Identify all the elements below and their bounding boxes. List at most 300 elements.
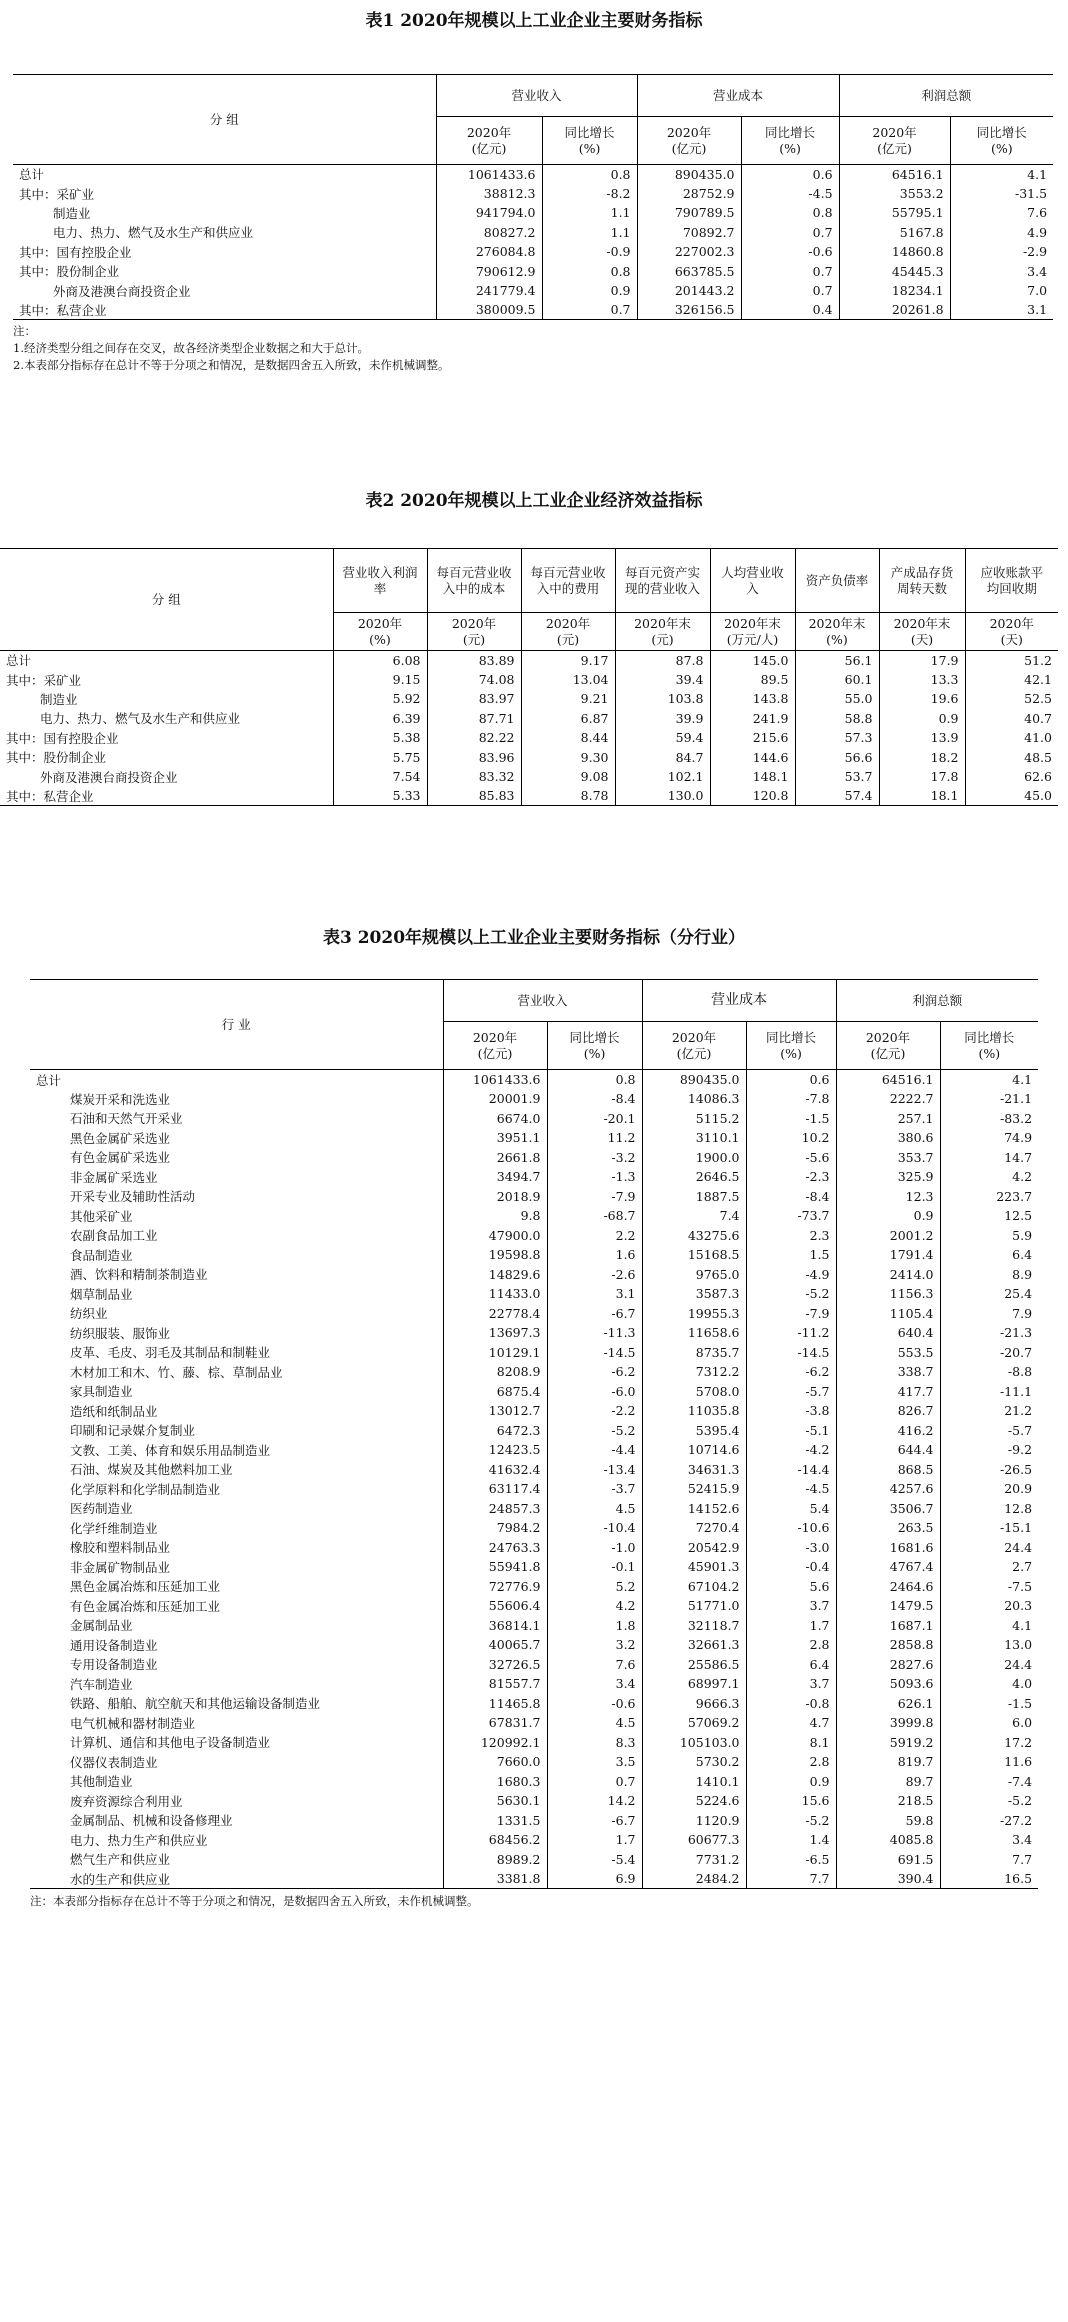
row-label: 化学原料和化学制品制造业	[70, 1481, 221, 1497]
row-value: 6.08	[333, 651, 427, 670]
table-row	[30, 1538, 1038, 1558]
table-row	[0, 767, 1058, 786]
table-row	[30, 1421, 1038, 1441]
row-value: 143.8	[710, 689, 795, 708]
row-value: 223.7	[940, 1187, 1038, 1207]
row-value: 7312.2	[642, 1362, 746, 1382]
row-label: 计算机、通信和其他电子设备制造业	[70, 1735, 271, 1751]
row-value: 14829.6	[443, 1265, 547, 1285]
row-value: -2.6	[547, 1265, 642, 1285]
row-value: 51.2	[965, 651, 1058, 670]
row-value: 55795.1	[839, 203, 950, 222]
table1-subheader	[542, 117, 637, 165]
row-value: 24857.3	[443, 1499, 547, 1519]
row-value: 7.54	[333, 767, 427, 786]
row-value: 85.83	[427, 786, 521, 805]
table3-subheader-line: (%)	[978, 1045, 1001, 1061]
table-row	[0, 709, 1058, 728]
row-value: 70892.7	[637, 223, 741, 242]
row-value: 47900.0	[443, 1226, 547, 1246]
row-value: 0.8	[741, 203, 839, 222]
row-value: 890435.0	[637, 165, 741, 184]
row-value: 8.44	[521, 728, 615, 747]
table3-metric-header: 营业收入	[443, 980, 642, 1022]
table-row	[13, 165, 1053, 184]
row-label: 外商及港澳台商投资企业	[53, 283, 191, 299]
row-label: 制造业	[40, 691, 78, 707]
table-row	[30, 1343, 1038, 1363]
table-row	[30, 1811, 1038, 1831]
row-value: 52.5	[965, 689, 1058, 708]
row-label: 纺织服装、服饰业	[70, 1325, 171, 1341]
table3-subheader-line: 2020年	[472, 1029, 518, 1045]
row-value: 32661.3	[642, 1635, 746, 1655]
row-value: 3951.1	[443, 1128, 547, 1148]
row-value: 14.2	[547, 1791, 642, 1811]
row-value: 4.7	[746, 1713, 836, 1733]
row-value: 9.21	[521, 689, 615, 708]
table-row	[30, 1499, 1038, 1519]
row-label: 其他采矿业	[70, 1208, 133, 1224]
row-value: 326156.5	[637, 300, 741, 319]
row-label: 其中：私营企业	[13, 300, 436, 319]
row-value: 18.2	[879, 747, 965, 766]
row-value: 2414.0	[836, 1265, 940, 1285]
table1	[13, 74, 1053, 320]
row-value: 380.6	[836, 1128, 940, 1148]
table2-metric-header-line: 每百元营业收	[530, 564, 606, 580]
row-value: 11658.6	[642, 1323, 746, 1343]
row-label: 食品制造业	[70, 1247, 133, 1263]
table2-unit-header	[521, 613, 615, 651]
row-value: 11.6	[940, 1752, 1038, 1772]
row-value: 25.4	[940, 1284, 1038, 1304]
row-value: 3999.8	[836, 1713, 940, 1733]
row-value: -0.1	[547, 1557, 642, 1577]
row-value: -7.8	[746, 1089, 836, 1109]
table-row	[30, 1616, 1038, 1636]
row-value: 0.9	[879, 709, 965, 728]
row-value: 353.7	[836, 1148, 940, 1168]
row-label: 其中：国有控股企业	[6, 730, 119, 746]
row-label: 黑色金属冶炼和压延加工业	[70, 1579, 221, 1595]
table-row	[30, 1635, 1038, 1655]
row-value: 145.0	[710, 651, 795, 670]
row-label: 铁路、船舶、航空航天和其他运输设备制造业	[70, 1696, 321, 1712]
row-value: -4.4	[547, 1440, 642, 1460]
row-value: 7.7	[746, 1869, 836, 1889]
table2-metric-header-line: 入中的费用	[536, 580, 600, 596]
row-value: 3381.8	[443, 1869, 547, 1889]
row-value: -3.7	[547, 1479, 642, 1499]
row-value: 4.0	[940, 1674, 1038, 1694]
row-value: 24.4	[940, 1655, 1038, 1675]
table3-subheader-line: (%)	[780, 1045, 802, 1061]
row-value: -8.2	[542, 184, 637, 203]
row-label: 纺织业	[70, 1306, 108, 1322]
table2-metric-header-line: 率	[373, 580, 387, 596]
table-row	[30, 1557, 1038, 1577]
table-row	[30, 1089, 1038, 1109]
row-value: 59.4	[615, 728, 710, 747]
row-value: 5.75	[333, 747, 427, 766]
row-value: 5708.0	[642, 1382, 746, 1402]
row-value: -20.1	[547, 1109, 642, 1129]
row-label: 汽车制造业	[70, 1676, 133, 1692]
row-value: 5093.6	[836, 1674, 940, 1694]
table-row	[30, 1694, 1038, 1714]
row-value: 8.9	[940, 1265, 1038, 1285]
row-value: 10.2	[746, 1128, 836, 1148]
row-value: -9.2	[940, 1440, 1038, 1460]
row-value: 201443.2	[637, 281, 741, 300]
row-value: 67104.2	[642, 1577, 746, 1597]
table3-section	[0, 925, 1068, 1910]
row-value: 55941.8	[443, 1557, 547, 1577]
row-value: 2018.9	[443, 1187, 547, 1207]
row-value: 20261.8	[839, 300, 950, 319]
row-label: 橡胶和塑料制品业	[70, 1540, 171, 1556]
row-value: 83.32	[427, 767, 521, 786]
row-value: 20.3	[940, 1596, 1038, 1616]
row-value: 18.1	[879, 786, 965, 805]
row-value: 1.5	[746, 1245, 836, 1265]
row-value: 0.8	[542, 165, 637, 184]
table3-title: 表3 2020年规模以上工业企业主要财务指标（分行业）	[322, 928, 746, 948]
row-value: -0.8	[746, 1694, 836, 1714]
row-label: 其中：私营企业	[0, 786, 333, 805]
row-value: 19955.3	[642, 1304, 746, 1324]
row-value: 890435.0	[642, 1070, 746, 1090]
row-value: -8.4	[746, 1187, 836, 1207]
row-value: 8.3	[547, 1733, 642, 1753]
table-row	[30, 1518, 1038, 1538]
table1-subheader-line: (亿元)	[877, 140, 912, 156]
table1-title: 表1 2020年规模以上工业企业主要财务指标	[365, 11, 703, 31]
row-value: 3553.2	[839, 184, 950, 203]
row-value: 6.4	[746, 1655, 836, 1675]
row-value: 148.1	[710, 767, 795, 786]
row-value: 2464.6	[836, 1577, 940, 1597]
row-value: 41632.4	[443, 1460, 547, 1480]
row-value: -7.9	[746, 1304, 836, 1324]
row-value: 3587.3	[642, 1284, 746, 1304]
table2-metric-header-line: 产成品存货	[890, 564, 954, 580]
row-value: 10714.6	[642, 1440, 746, 1460]
row-value: 9.15	[333, 670, 427, 689]
table-row	[30, 1655, 1038, 1675]
table2-unit-header-line: 2020年末	[724, 615, 781, 631]
row-value: 0.8	[547, 1070, 642, 1090]
row-value: 3.7	[746, 1596, 836, 1616]
row-value: 868.5	[836, 1460, 940, 1480]
row-label: 总计	[36, 1072, 62, 1088]
row-value: -7.9	[547, 1187, 642, 1207]
table3-subheader-line: 同比增长	[964, 1029, 1015, 1045]
row-value: 1900.0	[642, 1148, 746, 1168]
table-row	[13, 242, 1053, 261]
row-value: 4.1	[950, 165, 1053, 184]
table-row	[30, 1206, 1038, 1226]
table2-title: 表2 2020年规模以上工业企业经济效益指标	[365, 491, 703, 511]
row-value: 17.8	[879, 767, 965, 786]
row-value: 0.9	[836, 1206, 940, 1226]
table1-subheader-line: 同比增长	[976, 124, 1027, 140]
row-value: 64516.1	[839, 165, 950, 184]
table2	[0, 548, 1058, 806]
row-value: 7660.0	[443, 1752, 547, 1772]
row-value: -6.0	[547, 1382, 642, 1402]
table3-subheader-line: 2020年	[865, 1029, 911, 1045]
row-value: 25586.5	[642, 1655, 746, 1675]
row-value: 1887.5	[642, 1187, 746, 1207]
table2-metric-header	[795, 549, 879, 613]
row-value: 1.1	[542, 203, 637, 222]
table-row	[30, 1167, 1038, 1187]
row-value: 13.3	[879, 670, 965, 689]
row-value: 9666.3	[642, 1694, 746, 1714]
row-value: 2.2	[547, 1226, 642, 1246]
row-value: 9.30	[521, 747, 615, 766]
row-value: -4.2	[746, 1440, 836, 1460]
row-value: 1.6	[547, 1245, 642, 1265]
table2-unit-header	[333, 613, 427, 651]
row-value: 4085.8	[836, 1830, 940, 1850]
row-value: -8.4	[547, 1089, 642, 1109]
table2-unit-header-line: (%)	[369, 631, 391, 647]
row-value: 1687.1	[836, 1616, 940, 1636]
table-row	[13, 261, 1053, 280]
row-value: 83.89	[427, 651, 521, 670]
row-value: 7.9	[940, 1304, 1038, 1324]
row-value: 40065.7	[443, 1635, 547, 1655]
table-row	[30, 1070, 1038, 1090]
row-value: 241.9	[710, 709, 795, 728]
table2-unit-header-line: 2020年	[989, 615, 1034, 631]
table2-unit-header-line: (%)	[826, 631, 848, 647]
row-value: -26.5	[940, 1460, 1038, 1480]
row-value: 17.9	[879, 651, 965, 670]
row-label: 酒、饮料和精制茶制造业	[70, 1267, 208, 1283]
row-value: 39.4	[615, 670, 710, 689]
row-value: 12.3	[836, 1187, 940, 1207]
row-value: 8208.9	[443, 1362, 547, 1382]
row-value: 4.2	[547, 1596, 642, 1616]
row-value: 0.6	[746, 1070, 836, 1090]
row-value: -3.2	[547, 1148, 642, 1168]
row-value: 9765.0	[642, 1265, 746, 1285]
row-value: -11.3	[547, 1323, 642, 1343]
row-value: 21.2	[940, 1401, 1038, 1421]
row-value: -1.5	[746, 1109, 836, 1129]
row-value: 0.7	[741, 223, 839, 242]
row-value: 20.9	[940, 1479, 1038, 1499]
row-value: 9.8	[443, 1206, 547, 1226]
table2-unit-header-line: 2020年末	[808, 615, 866, 631]
row-value: 6.4	[940, 1245, 1038, 1265]
row-value: -1.5	[940, 1694, 1038, 1714]
table-row	[30, 1245, 1038, 1265]
row-value: 9.17	[521, 651, 615, 670]
table-row	[13, 203, 1053, 222]
table-row	[0, 728, 1058, 747]
row-label: 其中：采矿业	[6, 672, 82, 688]
row-value: 14152.6	[642, 1499, 746, 1519]
row-label: 电力、热力、燃气及水生产和供应业	[40, 711, 241, 727]
row-label: 其中：采矿业	[19, 186, 95, 202]
row-value: 1.4	[746, 1830, 836, 1850]
table1-group-header: 分 组	[13, 75, 436, 165]
table3-subheader-line: (%)	[583, 1045, 606, 1061]
row-label: 化学纤维制造业	[70, 1520, 158, 1536]
row-value: -5.4	[547, 1850, 642, 1870]
row-value: 1061433.6	[436, 165, 542, 184]
row-value: 56.1	[795, 651, 879, 670]
row-value: 32726.5	[443, 1655, 547, 1675]
table-row	[30, 1148, 1038, 1168]
table1-subheader-line: 同比增长	[765, 124, 816, 140]
row-value: 10129.1	[443, 1343, 547, 1363]
row-value: 43275.6	[642, 1226, 746, 1246]
table2-group-header: 分 组	[0, 549, 333, 651]
row-value: 0.4	[741, 300, 839, 319]
row-value: 416.2	[836, 1421, 940, 1441]
table3-subheader	[746, 1022, 836, 1070]
row-value: -4.9	[746, 1265, 836, 1285]
row-value: 13012.7	[443, 1401, 547, 1421]
row-value: -7.4	[940, 1772, 1038, 1792]
row-label: 其中：股份制企业	[19, 264, 120, 280]
row-value: 6674.0	[443, 1109, 547, 1129]
row-value: -11.2	[746, 1323, 836, 1343]
row-value: 0.7	[741, 281, 839, 300]
table1-subheader-line: 2020年	[872, 124, 917, 140]
row-value: 1680.3	[443, 1772, 547, 1792]
table-row	[30, 1791, 1038, 1811]
row-value: 24763.3	[443, 1538, 547, 1558]
row-value: 36814.1	[443, 1616, 547, 1636]
row-label: 电力、热力、燃气及水生产和供应业	[53, 225, 254, 241]
row-value: 338.7	[836, 1362, 940, 1382]
table-row	[30, 1830, 1038, 1850]
row-label: 废弃资源综合利用业	[70, 1793, 183, 1809]
table3-subheader-line: 同比增长	[766, 1029, 817, 1045]
row-label: 电力、热力生产和供应业	[70, 1832, 208, 1848]
row-value: 819.7	[836, 1752, 940, 1772]
row-value: 663785.5	[637, 261, 741, 280]
row-value: 0.7	[741, 261, 839, 280]
table2-metric-header-line: 应收账款平	[980, 564, 1043, 580]
row-value: 15168.5	[642, 1245, 746, 1265]
table2-metric-header	[879, 549, 965, 613]
table2-unit-header	[795, 613, 879, 651]
table2-unit-header-line: 2020年末	[634, 615, 691, 631]
row-value: 0.9	[542, 281, 637, 300]
row-value: -31.5	[950, 184, 1053, 203]
table-row	[30, 1440, 1038, 1460]
table3-subheader-line: 2020年	[671, 1029, 717, 1045]
row-value: -5.2	[746, 1284, 836, 1304]
row-value: 34631.3	[642, 1460, 746, 1480]
row-value: -3.8	[746, 1401, 836, 1421]
row-value: 941794.0	[436, 203, 542, 222]
row-value: 626.1	[836, 1694, 940, 1714]
table2-metric-header-line: 入	[746, 580, 759, 596]
table3-subheader	[940, 1022, 1038, 1070]
row-label: 总计	[19, 167, 45, 183]
row-value: 3.4	[950, 261, 1053, 280]
row-value: 67831.7	[443, 1713, 547, 1733]
row-value: 14.7	[940, 1148, 1038, 1168]
table-row	[30, 1596, 1038, 1616]
row-value: 2.7	[940, 1557, 1038, 1577]
table-row	[0, 747, 1058, 766]
table1-subheader	[637, 117, 741, 165]
row-label: 石油和天然气开采业	[70, 1111, 183, 1127]
row-value: 2001.2	[836, 1226, 940, 1246]
row-value: 2646.5	[642, 1167, 746, 1187]
row-value: 3.2	[547, 1635, 642, 1655]
table1-subheader-line: 同比增长	[564, 124, 615, 140]
table1-subheader-line: 2020年	[466, 124, 512, 140]
table-row	[30, 1187, 1038, 1207]
row-value: 8989.2	[443, 1850, 547, 1870]
row-value: 3.4	[940, 1830, 1038, 1850]
row-label: 燃气生产和供应业	[70, 1852, 171, 1868]
row-value: 15.6	[746, 1791, 836, 1811]
row-value: 59.8	[836, 1811, 940, 1831]
table2-unit-header-line: (天)	[910, 631, 934, 647]
row-value: 3.7	[746, 1674, 836, 1694]
row-value: -4.5	[746, 1479, 836, 1499]
row-value: 1791.4	[836, 1245, 940, 1265]
row-value: 38812.3	[436, 184, 542, 203]
table2-unit-header-line: (元)	[651, 631, 674, 647]
row-value: 1.7	[547, 1830, 642, 1850]
row-value: 103.8	[615, 689, 710, 708]
row-value: 13.9	[879, 728, 965, 747]
table-row	[30, 1479, 1038, 1499]
table-row	[13, 300, 1053, 319]
table1-subheader	[436, 117, 542, 165]
row-value: 57.3	[795, 728, 879, 747]
row-value: -15.1	[940, 1518, 1038, 1538]
row-label: 烟草制品业	[70, 1286, 133, 1302]
row-value: 218.5	[836, 1791, 940, 1811]
row-value: 2858.8	[836, 1635, 940, 1655]
row-value: 87.8	[615, 651, 710, 670]
table-row	[30, 1109, 1038, 1129]
row-label: 黑色金属矿采选业	[70, 1130, 171, 1146]
row-value: 87.71	[427, 709, 521, 728]
row-value: 241779.4	[436, 281, 542, 300]
row-value: 7.0	[950, 281, 1053, 300]
row-label: 通用设备制造业	[70, 1637, 158, 1653]
row-label: 医药制造业	[70, 1501, 133, 1517]
row-label: 其中：国有控股企业	[19, 244, 132, 260]
row-value: 7731.2	[642, 1850, 746, 1870]
row-value: 41.0	[965, 728, 1058, 747]
table-row	[30, 1674, 1038, 1694]
table-row	[30, 1323, 1038, 1343]
row-value: -0.9	[542, 242, 637, 261]
row-value: 2.8	[746, 1752, 836, 1772]
table-row	[30, 1713, 1038, 1733]
table2-unit-header-line: 2020年	[545, 615, 591, 631]
row-value: 6.39	[333, 709, 427, 728]
table-row	[0, 651, 1058, 670]
row-value: 3110.1	[642, 1128, 746, 1148]
